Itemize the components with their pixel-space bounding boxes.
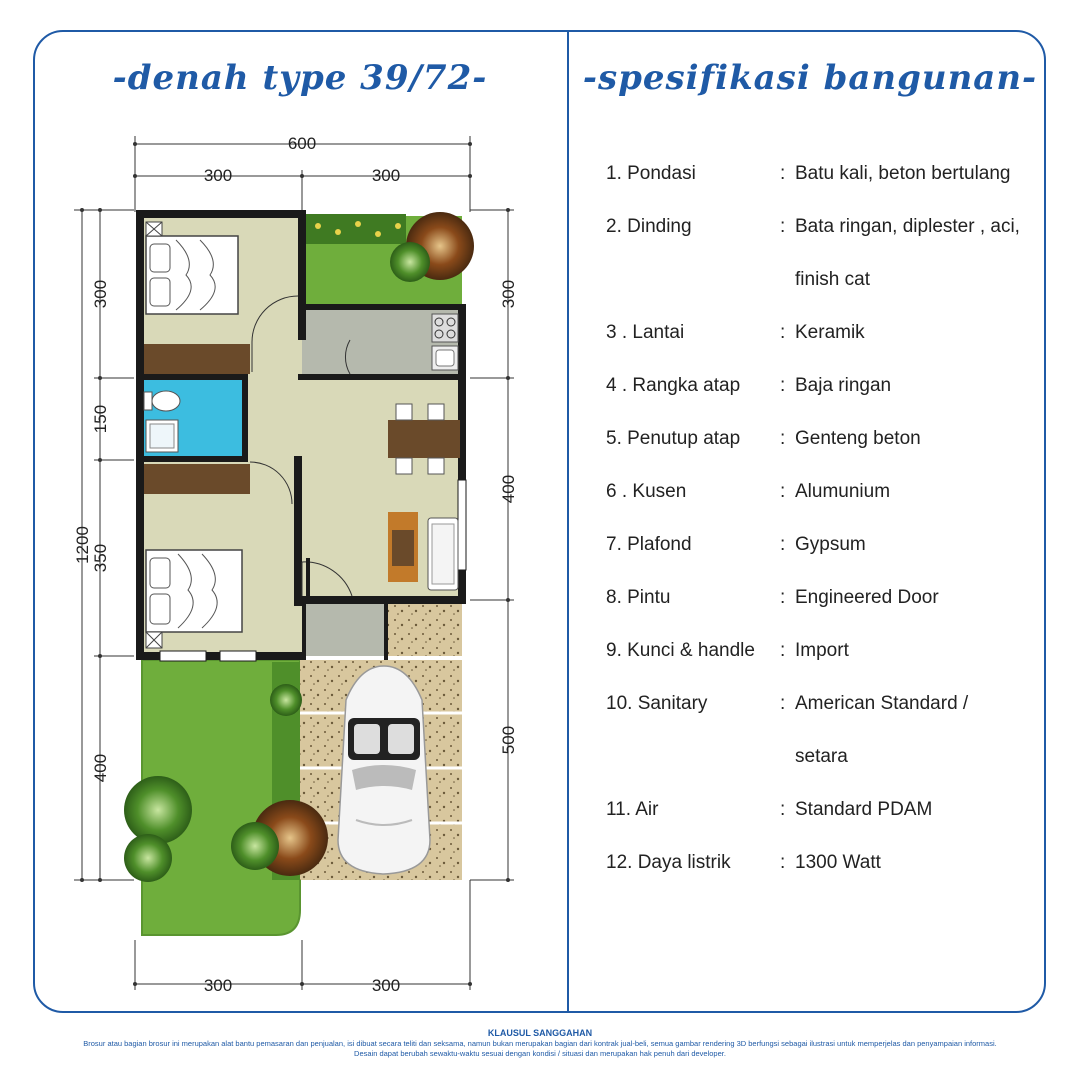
spec-list xyxy=(606,155,1036,897)
spec-label: 2. Dinding xyxy=(606,216,692,237)
spec-row xyxy=(606,844,1036,897)
dim-bottom-right: 300 xyxy=(371,976,401,995)
spec-label: 9. Kunci & handle xyxy=(606,640,755,661)
spec-label: 4 . Rangka atap xyxy=(606,375,741,396)
spec-colon: : xyxy=(780,587,786,608)
plant-icon xyxy=(124,834,172,882)
spec-value xyxy=(795,314,1035,367)
spec-value xyxy=(795,844,1035,897)
car-icon xyxy=(338,666,430,874)
dim-top-right: 300 xyxy=(371,166,401,185)
spec-value-line: Standard PDAM xyxy=(795,799,933,820)
spec-value-line: Baja ringan xyxy=(795,375,892,396)
spec-colon: : xyxy=(780,852,786,873)
dim-right-b: 400 xyxy=(499,474,518,504)
spec-row xyxy=(606,791,1036,844)
spec-label: 5. Penutup atap xyxy=(606,428,741,449)
terrace-paving xyxy=(388,604,462,656)
spec-value-line: 1300 Watt xyxy=(795,852,881,873)
spec-value xyxy=(795,367,1035,420)
plant-icon xyxy=(124,776,192,844)
spec-label: 12. Daya listrik xyxy=(606,852,731,873)
dim-right-c: 500 xyxy=(499,725,518,755)
spec-colon: : xyxy=(780,163,786,184)
spec-colon: : xyxy=(780,375,786,396)
spec-label: 7. Plafond xyxy=(606,534,692,555)
plant-icon xyxy=(231,822,279,870)
entrance-door xyxy=(306,558,310,596)
spec-colon: : xyxy=(780,481,786,502)
spec-row xyxy=(606,208,1036,314)
dim-top-left: 300 xyxy=(203,166,233,185)
spec-row xyxy=(606,632,1036,685)
dim-top-total: 600 xyxy=(287,134,317,153)
bed-icon xyxy=(146,222,238,314)
spec-label: 8. Pintu xyxy=(606,587,671,608)
disclaimer-line: Desain dapat berubah sewaktu-waktu sesuai dengan kondisi / situasi dan merupakan hak penuh dari developer. xyxy=(354,1049,726,1058)
spec-value-line: Engineered Door xyxy=(795,587,939,608)
dim-left-b: 150 xyxy=(91,404,110,434)
bathtub-icon xyxy=(146,420,178,452)
sink-icon xyxy=(432,346,458,370)
spec-colon: : xyxy=(780,534,786,555)
spec-label: 6 . Kusen xyxy=(606,481,687,502)
spec-row xyxy=(606,473,1036,526)
floor-plan-title: -denah type 39/72- xyxy=(112,58,488,98)
plant-icon xyxy=(270,684,302,716)
spec-value xyxy=(795,791,1035,844)
dim-left-d: 400 xyxy=(91,753,110,783)
spec-colon: : xyxy=(780,216,786,237)
spec-value-line: Alumunium xyxy=(795,481,891,502)
plant-icon xyxy=(306,214,406,244)
spec-label: 1. Pondasi xyxy=(606,163,696,184)
spec-value-line: Batu kali, beton bertulang xyxy=(795,163,1011,184)
spec-value xyxy=(795,526,1035,579)
spec-row xyxy=(606,155,1036,208)
spec-value xyxy=(795,632,1035,685)
spec-row xyxy=(606,579,1036,632)
disclaimer xyxy=(0,1027,1080,1059)
dim-left-c: 350 xyxy=(91,543,110,573)
dim-bottom-left: 300 xyxy=(203,976,233,995)
dim-left-a: 300 xyxy=(91,279,110,309)
disclaimer-title: KLAUSUL SANGGAHAN xyxy=(487,1028,593,1038)
spec-row xyxy=(606,526,1036,579)
spec-value-line: Keramik xyxy=(795,322,865,343)
spec-colon: : xyxy=(780,799,786,820)
spec-colon: : xyxy=(780,428,786,449)
stove-icon xyxy=(432,314,458,342)
spec-value-line: American Standard / xyxy=(795,693,969,714)
spec-value xyxy=(795,473,1035,526)
wardrobe xyxy=(144,344,250,374)
spec-colon: : xyxy=(780,322,786,343)
wardrobe xyxy=(144,464,250,494)
spec-value-line: Genteng beton xyxy=(795,428,921,449)
spec-value-line: finish cat xyxy=(795,269,870,290)
spec-value xyxy=(795,208,1035,314)
spec-value-line: setara xyxy=(795,746,848,767)
spec-label: 10. Sanitary xyxy=(606,693,708,714)
spec-row xyxy=(606,420,1036,473)
spec-row xyxy=(606,685,1036,791)
spec-colon: : xyxy=(780,640,786,661)
spec-value xyxy=(795,685,1035,791)
specs-title: -spesifikasi bangunan- xyxy=(582,58,1038,98)
floor-plan xyxy=(0,0,568,1020)
spec-row xyxy=(606,314,1036,367)
spec-value-line: Gypsum xyxy=(795,534,866,555)
terrace-floor xyxy=(306,604,384,656)
disclaimer-line: Brosur atau bagian brosur ini merupakan alat bantu pemasaran dan penjualan, isi dibuat secara teliti dan seksama, namun bukan merupakan bagian dari kontrak jual-beli, semua gambar rendering 3D berfungsi sebagai ilustrasi untuk memperjelas dan penyampaian informasi. xyxy=(83,1039,997,1048)
spec-value xyxy=(795,155,1035,208)
toilet-icon xyxy=(144,391,180,411)
spec-colon: : xyxy=(780,693,786,714)
spec-row xyxy=(606,367,1036,420)
spec-value xyxy=(795,420,1035,473)
spec-value-line: Import xyxy=(795,640,849,661)
dim-right-a: 300 xyxy=(499,279,518,309)
plant-icon xyxy=(390,242,430,282)
spec-value-line: Bata ringan, diplester , aci, xyxy=(795,216,1020,237)
dim-left-total: 1200 xyxy=(73,526,92,564)
spec-value xyxy=(795,579,1035,632)
spec-label: 3 . Lantai xyxy=(606,322,685,343)
spec-label: 11. Air xyxy=(606,799,659,820)
